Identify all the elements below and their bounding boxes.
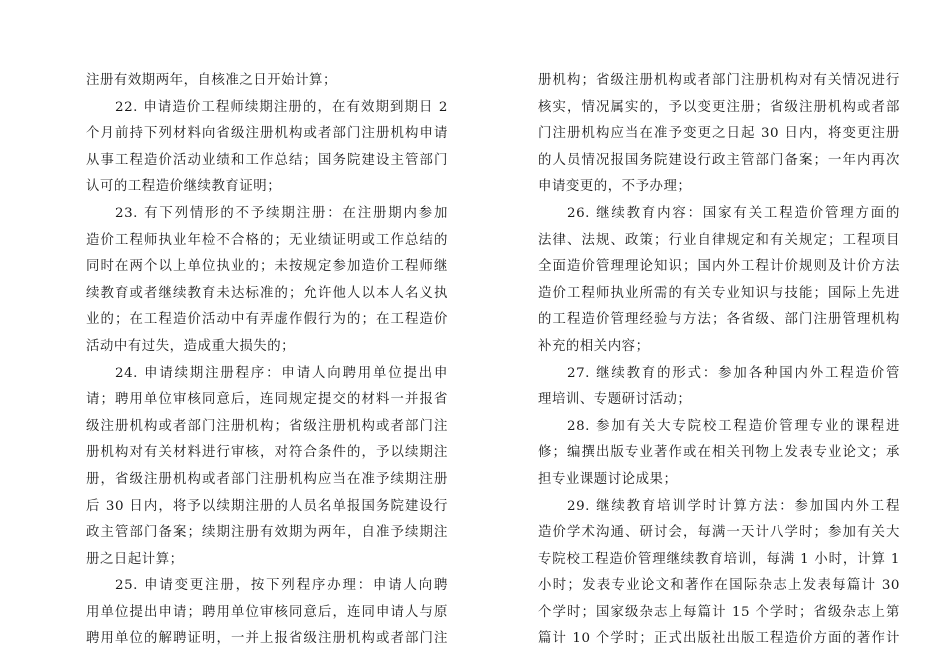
text-line: 造价工程师执业年检不合格的；无业绩证明或工作总结的 — [86, 232, 448, 248]
text-line: 个月前持下列材料向省级注册机构或者部门注册机构申请 — [86, 126, 448, 142]
text-line: 23. 有下列情形的不予续期注册：在注册期内参加 — [115, 205, 448, 221]
text-line: 从事工程造价活动业绩和工作总结；国务院建设主管部门 — [86, 152, 448, 168]
text-line: 担专业课题讨论成果； — [538, 471, 678, 487]
text-line: 24. 申请续期注册程序：申请人向聘用单位提出申 — [115, 365, 448, 381]
text-line: 29. 继续教育培训学时计算方法：参加国内外工程 — [567, 498, 900, 514]
text-line: 个学时；国家级杂志上每篇计 15 个学时；省级杂志上第 — [538, 604, 900, 620]
text-line: 修；编撰出版专业著作或在相关刊物上发表专业论文；承 — [538, 445, 900, 461]
text-line: 政主管部门备案；续期注册有效期为两年，自准予续期注 — [86, 525, 448, 541]
text-line: 后 30 日内，将予以续期注册的人员名单报国务院建设行 — [86, 498, 448, 514]
text-line: 续教育或者继续教育未达标准的；允许他人以本人名义执 — [86, 285, 448, 301]
text-line: 造价学术沟通、研讨会，每满一天计八学时；参加有关大 — [538, 525, 900, 541]
right-column — [538, 68, 900, 653]
text-line: 业的；在工程造价活动中有弄虚作假行为的；在工程造价 — [86, 312, 448, 328]
text-line: 核实，情况属实的，予以变更注册；省级注册机构或者部 — [538, 99, 900, 115]
text-line: 27. 继续教育的形式：参加各种国内外工程造价管 — [567, 365, 900, 381]
text-line: 补充的相关内容； — [538, 338, 650, 354]
text-line: 同时在两个以上单位执业的；未按规定参加造价工程师继 — [86, 259, 448, 275]
text-line: 专院校工程造价管理继续教育培训，每满 1 小时，计算 1 — [538, 551, 900, 567]
text-line: 法律、法规、政策；行业自律规定和有关规定；工程项目 — [538, 232, 900, 248]
text-line: 28. 参加有关大专院校工程造价管理专业的课程进 — [567, 418, 900, 434]
text-line: 申请变更的，不予办理； — [538, 179, 692, 195]
text-line: 用单位提出申请；聘用单位审核同意后，连同申请人与原 — [86, 604, 448, 620]
text-line: 门注册机构应当在准予变更之日起 30 日内，将变更注册 — [538, 126, 900, 142]
text-line: 小时；发表专业论文和著作在国际杂志上发表每篇计 30 — [538, 578, 900, 594]
text-line: 级注册机构或者部门注册机构；省级注册机构或者部门注 — [86, 418, 448, 434]
text-line: 的工程造价管理经验与方法；各省级、部门注册管理机构 — [538, 312, 900, 328]
text-line: 理培训、专题研讨活动； — [538, 392, 692, 408]
text-line: 册之日起计算； — [86, 551, 184, 567]
text-line: 请；聘用单位审核同意后，连同规定提交的材料一并报省 — [86, 392, 448, 408]
text-line: 25. 申请变更注册，按下列程序办理：申请人向聘 — [115, 578, 448, 594]
text-line: 26. 继续教育内容：国家有关工程造价管理方面的 — [567, 205, 900, 221]
text-line: 活动中有过失，造成重大损失的； — [86, 338, 296, 354]
text-line: 的人员情况报国务院建设行政主管部门备案；一年内再次 — [538, 152, 900, 168]
text-line: 聘用单位的解聘证明，一并上报省级注册机构或者部门注 — [86, 631, 448, 647]
text-line: 册机构；省级注册机构或者部门注册机构对有关情况进行 — [538, 73, 900, 88]
text-line: 册机构对有关材料进行审核，对符合条件的，予以续期注 — [86, 445, 448, 461]
text-line: 全面造价管理理论知识；国内外工程计价规则及计价方法 — [538, 259, 900, 275]
text-line: 22. 申请造价工程师续期注册的，在有效期到期日 2 — [115, 99, 448, 115]
left-column — [86, 68, 448, 653]
text-line: 认可的工程造价继续教育证明； — [86, 179, 282, 195]
text-line: 篇计 10 个学时；正式出版社出版工程造价方面的著作计 — [538, 631, 900, 647]
text-line: 注册有效期两年，自核准之日开始计算； — [86, 73, 337, 88]
text-line: 册，省级注册机构或者部门注册机构应当在准予续期注册 — [86, 471, 448, 487]
text-line: 造价工程师执业所需的有关专业知识与技能；国际上先进 — [538, 285, 900, 301]
